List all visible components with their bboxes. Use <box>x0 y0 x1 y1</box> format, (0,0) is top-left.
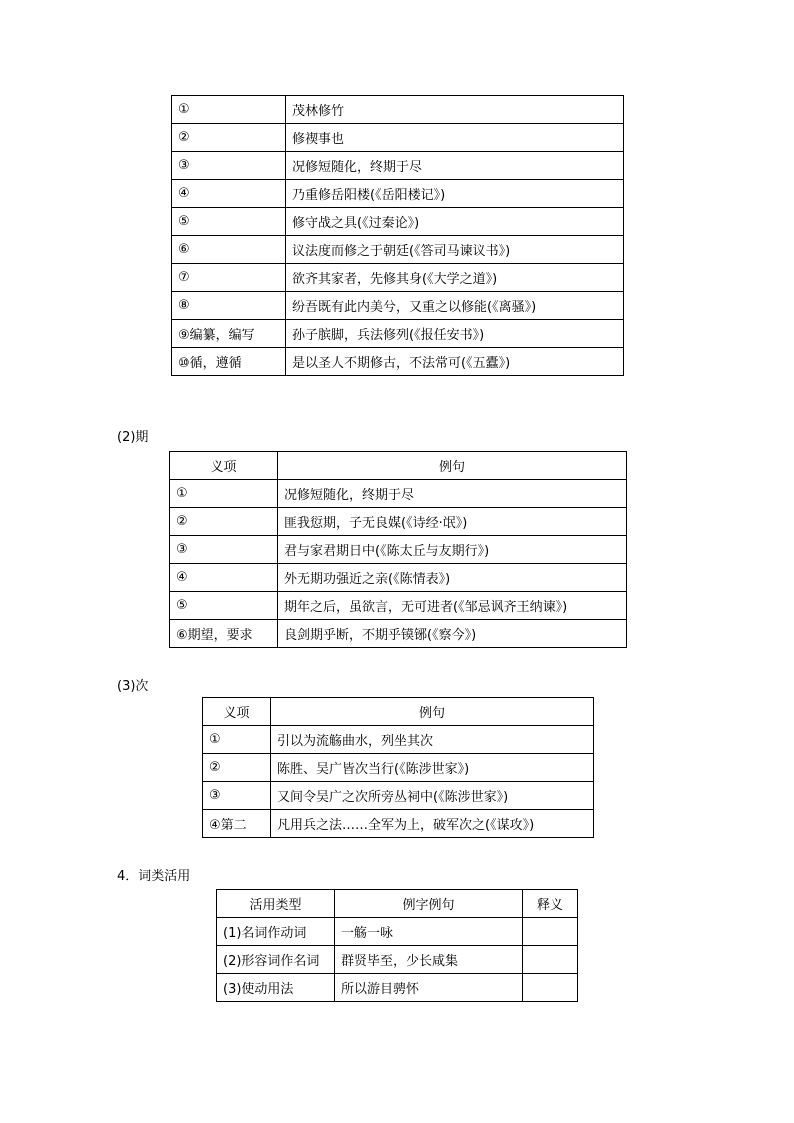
type-cell: (2)形容词作名词 <box>217 946 335 974</box>
header-example: 例字例句 <box>335 890 523 918</box>
table-header-row <box>203 698 594 726</box>
table-row <box>172 152 624 180</box>
example-cell: 茂林修竹 <box>286 96 624 124</box>
table-row <box>203 810 594 838</box>
table-row <box>172 292 624 320</box>
example-cell: 引以为流觞曲水，列坐其次 <box>271 726 594 754</box>
example-cell: 外无期功强近之亲(《陈情表》) <box>278 564 627 592</box>
sense-cell: ⑥期望，要求 <box>170 620 278 648</box>
table-header-row <box>217 890 578 918</box>
word-class-table <box>216 889 578 1002</box>
meaning-cell[interactable] <box>523 946 578 974</box>
example-cell: 群贤毕至，少长咸集 <box>335 946 523 974</box>
example-cell: 良剑期乎断，不期乎镆铘(《察今》) <box>278 620 627 648</box>
table-row <box>217 946 578 974</box>
sense-cell: ② <box>203 754 271 782</box>
example-cell: 修禊事也 <box>286 124 624 152</box>
table-row <box>172 208 624 236</box>
table-row <box>170 536 627 564</box>
example-cell: 凡用兵之法……全军为上，破军次之(《谋攻》) <box>271 810 594 838</box>
table-row <box>172 264 624 292</box>
example-cell: 一觞一咏 <box>335 918 523 946</box>
sense-cell: ⑧ <box>172 292 286 320</box>
sense-cell: ④第二 <box>203 810 271 838</box>
example-cell: 况修短随化，终期于尽 <box>278 480 627 508</box>
table-header-row <box>170 452 627 480</box>
table-row <box>217 918 578 946</box>
table-row <box>170 508 627 536</box>
sense-cell: ③ <box>203 782 271 810</box>
header-example: 例句 <box>278 452 627 480</box>
example-cell: 匪我愆期，子无良媒(《诗经·氓》) <box>278 508 627 536</box>
example-cell: 乃重修岳阳楼(《岳阳楼记》) <box>286 180 624 208</box>
sense-cell: ⑤ <box>170 592 278 620</box>
example-cell: 是以圣人不期修古，不法常可(《五蠹》) <box>286 348 624 376</box>
table-row <box>172 320 624 348</box>
table-row <box>172 96 624 124</box>
table-row <box>170 592 627 620</box>
sense-cell: ⑩循，遵循 <box>172 348 286 376</box>
example-cell: 欲齐其家者，先修其身(《大学之道》) <box>286 264 624 292</box>
sense-cell: ③ <box>172 152 286 180</box>
sense-cell: ① <box>172 96 286 124</box>
header-example: 例句 <box>271 698 594 726</box>
table-row <box>172 236 624 264</box>
table-row <box>203 726 594 754</box>
xiu-meaning-table <box>171 95 624 376</box>
section-label-word-class: 4．词类活用 <box>117 869 191 884</box>
sense-cell: ⑤ <box>172 208 286 236</box>
sense-cell: ② <box>170 508 278 536</box>
table-row <box>172 180 624 208</box>
header-type: 活用类型 <box>217 890 335 918</box>
type-cell: (3)使动用法 <box>217 974 335 1002</box>
type-cell: (1)名词作动词 <box>217 918 335 946</box>
sense-cell: ③ <box>170 536 278 564</box>
header-sense: 义项 <box>170 452 278 480</box>
table-row <box>170 564 627 592</box>
table-row <box>203 782 594 810</box>
example-cell: 又间令吴广之次所旁丛祠中(《陈涉世家》) <box>271 782 594 810</box>
example-cell: 孙子膑脚，兵法修列(《报任安书》) <box>286 320 624 348</box>
sense-cell: ⑨编纂，编写 <box>172 320 286 348</box>
example-cell: 所以游目骋怀 <box>335 974 523 1002</box>
example-cell: 议法度而修之于朝廷(《答司马谏议书》) <box>286 236 624 264</box>
sense-cell: ⑥ <box>172 236 286 264</box>
sense-cell: ④ <box>170 564 278 592</box>
qi-meaning-table <box>169 451 627 648</box>
sense-cell: ⑦ <box>172 264 286 292</box>
section-label-qi: (2)期 <box>117 430 149 445</box>
meaning-cell[interactable] <box>523 974 578 1002</box>
table-row <box>170 480 627 508</box>
sense-cell: ① <box>170 480 278 508</box>
section-label-ci: (3)次 <box>117 679 149 694</box>
header-meaning: 释义 <box>523 890 578 918</box>
table-row <box>172 124 624 152</box>
example-cell: 陈胜、吴广皆次当行(《陈涉世家》) <box>271 754 594 782</box>
table-row <box>170 620 627 648</box>
sense-cell: ② <box>172 124 286 152</box>
example-cell: 修守战之具(《过秦论》) <box>286 208 624 236</box>
sense-cell: ① <box>203 726 271 754</box>
example-cell: 期年之后，虽欲言，无可进者(《邹忌讽齐王纳谏》) <box>278 592 627 620</box>
sense-cell: ④ <box>172 180 286 208</box>
example-cell: 纷吾既有此内美兮，又重之以修能(《离骚》) <box>286 292 624 320</box>
example-cell: 况修短随化，终期于尽 <box>286 152 624 180</box>
header-sense: 义项 <box>203 698 271 726</box>
ci-meaning-table <box>202 697 594 838</box>
table-row <box>217 974 578 1002</box>
table-row <box>172 348 624 376</box>
example-cell: 君与家君期日中(《陈太丘与友期行》) <box>278 536 627 564</box>
table-row <box>203 754 594 782</box>
meaning-cell[interactable] <box>523 918 578 946</box>
